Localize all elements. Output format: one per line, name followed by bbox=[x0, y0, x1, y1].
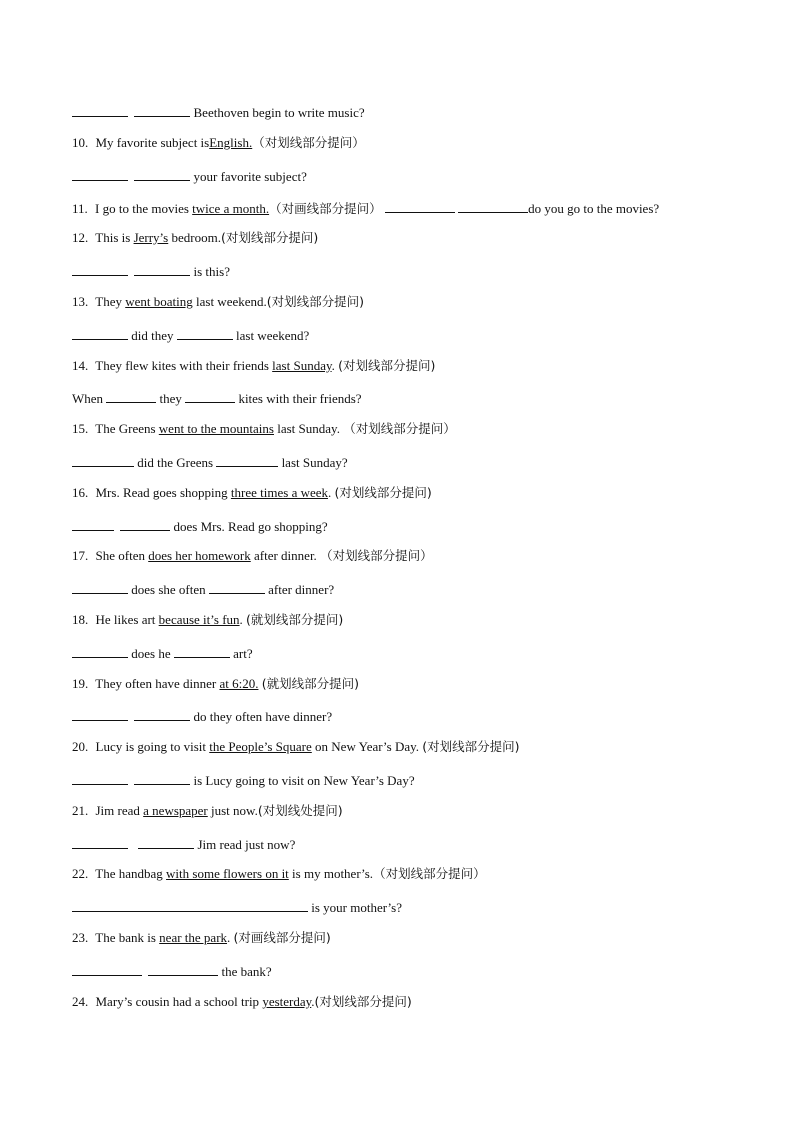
answer-blank[interactable] bbox=[72, 835, 128, 849]
question-number: 21. bbox=[72, 803, 89, 818]
answer-line-21 bbox=[72, 835, 295, 853]
answer-blank[interactable] bbox=[138, 835, 194, 849]
question-text: on New Year’s Day. bbox=[315, 739, 420, 754]
question-text: Mary’s cousin had a school trip bbox=[95, 994, 260, 1009]
question-text: Mrs. Read goes shopping bbox=[95, 485, 228, 500]
answer-line-9 bbox=[72, 103, 365, 121]
question-text: Jim read bbox=[95, 803, 140, 818]
answer-line-14 bbox=[72, 389, 362, 407]
instruction-note: (对划线部分提问) bbox=[338, 358, 436, 373]
answer-blank[interactable] bbox=[134, 771, 190, 785]
answer-line-12 bbox=[72, 262, 230, 280]
question-number: 15. bbox=[72, 421, 89, 436]
answer-line-17 bbox=[72, 580, 334, 598]
question-12 bbox=[72, 230, 318, 246]
question-number: 12. bbox=[72, 230, 89, 245]
instruction-note: (就划线部分提问) bbox=[261, 676, 359, 691]
question-text: They flew kites with their friends bbox=[95, 358, 269, 373]
answer-blank[interactable] bbox=[72, 707, 128, 721]
question-text: . bbox=[331, 358, 335, 373]
answer-text: When bbox=[72, 391, 104, 406]
instruction-note: (对划线处提问) bbox=[257, 803, 343, 818]
answer-line-13 bbox=[72, 326, 309, 344]
answer-blank[interactable] bbox=[72, 962, 142, 976]
underlined-part: went to the mountains bbox=[158, 421, 274, 436]
instruction-note: （对划线部分提问） bbox=[343, 421, 456, 436]
answer-blank[interactable] bbox=[72, 771, 128, 785]
question-text: I go to the movies bbox=[95, 201, 189, 216]
question-text: He likes art bbox=[95, 612, 156, 627]
answer-blank[interactable] bbox=[174, 644, 230, 658]
answer-blank[interactable] bbox=[134, 707, 190, 721]
underlined-part: with some flowers on it bbox=[166, 866, 289, 881]
answer-line-18 bbox=[72, 644, 253, 662]
instruction-note: (对划线部分提问) bbox=[314, 994, 412, 1009]
answer-blank[interactable] bbox=[134, 167, 190, 181]
instruction-note: (对划线部分提问) bbox=[422, 739, 520, 754]
answer-text: art? bbox=[233, 646, 253, 661]
answer-blank[interactable] bbox=[177, 326, 233, 340]
answer-text: do they often have dinner? bbox=[193, 709, 333, 724]
answer-text: Jim read just now? bbox=[197, 837, 296, 852]
question-19 bbox=[72, 676, 359, 692]
underlined-part: because it’s fun bbox=[158, 612, 240, 627]
answer-line-16 bbox=[72, 517, 328, 535]
answer-text: they bbox=[159, 391, 182, 406]
underlined-part: English. bbox=[209, 135, 253, 150]
instruction-note: （对划线部分提问） bbox=[373, 866, 486, 881]
answer-text: do you go to the movies? bbox=[528, 201, 660, 216]
question-text: The Greens bbox=[95, 421, 156, 436]
underlined-part: does her homework bbox=[148, 548, 251, 563]
question-text: This is bbox=[95, 230, 131, 245]
question-text: My favorite subject is bbox=[95, 135, 210, 150]
question-number: 19. bbox=[72, 676, 89, 691]
question-text: last Sunday. bbox=[277, 421, 340, 436]
answer-text: kites with their friends? bbox=[238, 391, 362, 406]
question-text: The handbag bbox=[95, 866, 163, 881]
question-21 bbox=[72, 803, 343, 819]
answer-blank[interactable] bbox=[458, 199, 528, 213]
question-text: The bank is bbox=[95, 930, 156, 945]
question-number: 11. bbox=[72, 201, 88, 216]
underlined-part: a newspaper bbox=[143, 803, 208, 818]
question-16 bbox=[72, 485, 432, 501]
question-text: after dinner. bbox=[254, 548, 317, 563]
question-15 bbox=[72, 421, 456, 437]
answer-blank[interactable] bbox=[72, 167, 128, 181]
answer-line-10 bbox=[72, 167, 307, 185]
question-text: . bbox=[328, 485, 332, 500]
answer-blank[interactable] bbox=[72, 580, 128, 594]
question-11 bbox=[72, 199, 659, 217]
answer-blank[interactable] bbox=[72, 517, 114, 531]
instruction-note: （对画线部分提问） bbox=[269, 201, 382, 216]
answer-line-15 bbox=[72, 453, 348, 471]
answer-text: your favorite subject? bbox=[193, 169, 307, 184]
instruction-note: (对画线部分提问) bbox=[233, 930, 331, 945]
instruction-note: （对划线部分提问） bbox=[320, 548, 433, 563]
answer-blank[interactable] bbox=[134, 262, 190, 276]
question-number: 14. bbox=[72, 358, 89, 373]
question-number: 17. bbox=[72, 548, 89, 563]
answer-line-23 bbox=[72, 962, 272, 980]
question-text: is my mother’s. bbox=[292, 866, 374, 881]
question-text: Lucy is going to visit bbox=[95, 739, 206, 754]
underlined-part: three times a week bbox=[230, 485, 329, 500]
question-number: 18. bbox=[72, 612, 89, 627]
instruction-note: （对划线部分提问） bbox=[252, 135, 365, 150]
question-number: 13. bbox=[72, 294, 89, 309]
question-13 bbox=[72, 294, 364, 310]
answer-text: last Sunday? bbox=[281, 455, 348, 470]
instruction-note: (对划线部分提问) bbox=[334, 485, 432, 500]
question-number: 16. bbox=[72, 485, 89, 500]
answer-blank[interactable] bbox=[185, 389, 235, 403]
answer-blank[interactable] bbox=[148, 962, 218, 976]
answer-text: does Mrs. Read go shopping? bbox=[173, 519, 328, 534]
underlined-part: Jerry’s bbox=[133, 230, 169, 245]
question-number: 20. bbox=[72, 739, 89, 754]
underlined-part: the People’s Square bbox=[209, 739, 312, 754]
answer-blank[interactable] bbox=[72, 453, 134, 467]
question-text: . bbox=[227, 930, 231, 945]
answer-text: is this? bbox=[193, 264, 230, 279]
question-text: They often have dinner bbox=[95, 676, 217, 691]
question-10 bbox=[72, 135, 365, 151]
question-20 bbox=[72, 739, 520, 755]
answer-text: does she often bbox=[131, 582, 206, 597]
instruction-note: (对划线部分提问) bbox=[220, 230, 319, 245]
question-14 bbox=[72, 358, 435, 374]
answer-blank[interactable] bbox=[120, 517, 170, 531]
answer-text: is Lucy going to visit on New Year’s Day? bbox=[193, 773, 415, 788]
answer-text: Beethoven begin to write music? bbox=[193, 105, 365, 120]
underlined-part: at 6:20. bbox=[219, 676, 259, 691]
answer-blank[interactable] bbox=[72, 262, 128, 276]
question-22 bbox=[72, 866, 486, 882]
instruction-note: (就划线部分提问) bbox=[246, 612, 344, 627]
underlined-part: last Sunday bbox=[272, 358, 332, 373]
question-number: 22. bbox=[72, 866, 89, 881]
question-text: bedroom. bbox=[171, 230, 221, 245]
answer-text: last weekend? bbox=[236, 328, 310, 343]
question-24 bbox=[72, 994, 412, 1010]
answer-text: did the Greens bbox=[137, 455, 214, 470]
underlined-part: yesterday bbox=[262, 994, 312, 1009]
answer-line-19 bbox=[72, 707, 332, 725]
underlined-part: near the park bbox=[159, 930, 228, 945]
answer-blank[interactable] bbox=[72, 898, 308, 912]
question-text: They bbox=[95, 294, 122, 309]
underlined-part: twice a month. bbox=[192, 201, 270, 216]
answer-text: is your mother’s? bbox=[311, 900, 402, 915]
question-text: She often bbox=[95, 548, 145, 563]
question-number: 10. bbox=[72, 135, 89, 150]
answer-blank[interactable] bbox=[72, 326, 128, 340]
question-17 bbox=[72, 548, 433, 564]
underlined-part: went boating bbox=[125, 294, 193, 309]
question-18 bbox=[72, 612, 343, 628]
answer-text: does he bbox=[131, 646, 171, 661]
answer-blank[interactable] bbox=[106, 389, 156, 403]
question-text: . bbox=[311, 994, 315, 1009]
answer-line-20 bbox=[72, 771, 415, 789]
answer-line-22 bbox=[72, 898, 402, 916]
answer-blank[interactable] bbox=[72, 103, 128, 117]
answer-blank[interactable] bbox=[216, 453, 278, 467]
question-text: . bbox=[239, 612, 243, 627]
answer-text: did they bbox=[131, 328, 174, 343]
question-number: 24. bbox=[72, 994, 89, 1009]
answer-blank[interactable] bbox=[385, 199, 455, 213]
answer-blank[interactable] bbox=[134, 103, 190, 117]
answer-blank[interactable] bbox=[209, 580, 265, 594]
question-text: last weekend. bbox=[196, 294, 267, 309]
question-23 bbox=[72, 930, 331, 946]
instruction-note: (对划线部分提问) bbox=[266, 294, 365, 309]
question-text: just now. bbox=[211, 803, 258, 818]
answer-text: after dinner? bbox=[268, 582, 335, 597]
question-number: 23. bbox=[72, 930, 89, 945]
answer-text: the bank? bbox=[221, 964, 272, 979]
answer-blank[interactable] bbox=[72, 644, 128, 658]
